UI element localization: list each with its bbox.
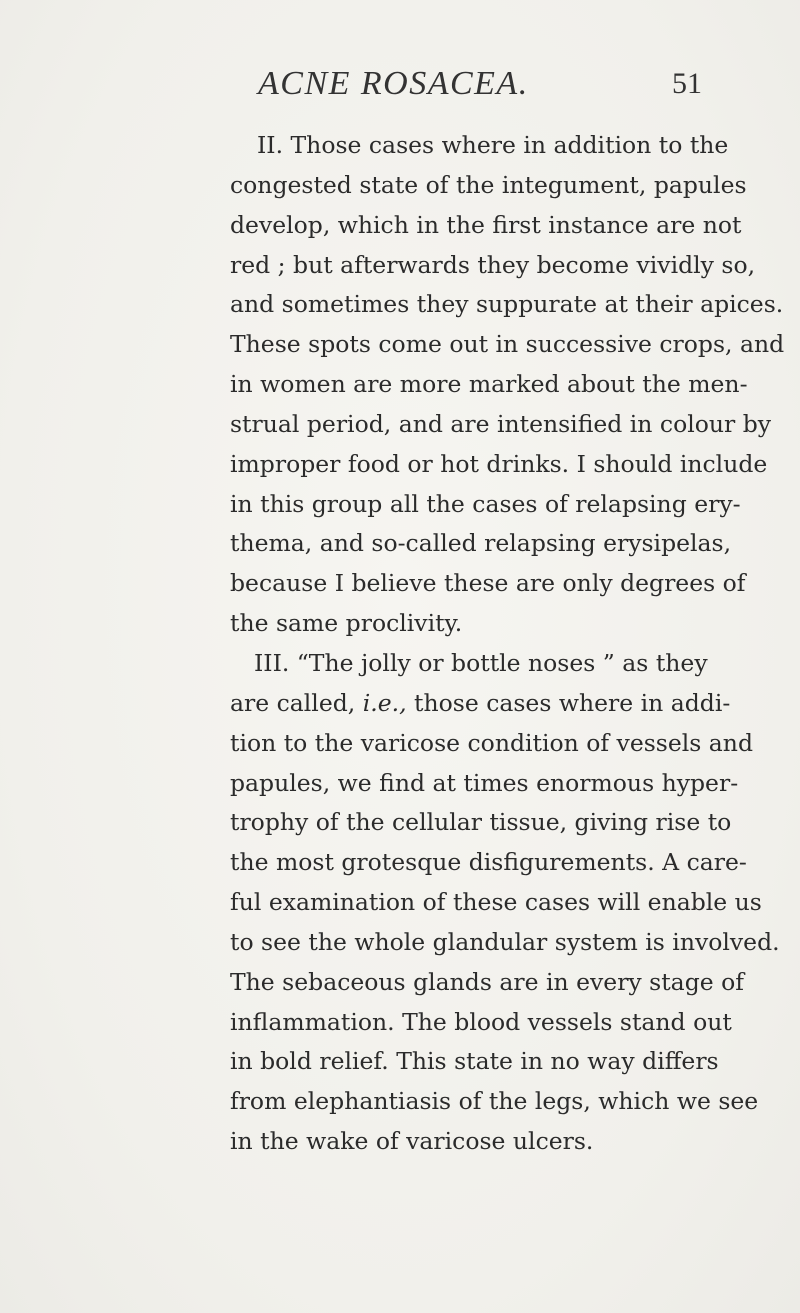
text-line: from elephantiasis of the legs, which we see: [230, 1087, 759, 1116]
text-line: develop, which in the first instance are not: [230, 210, 742, 239]
text-line: II. Those cases where in addition to the: [257, 131, 729, 159]
paragraph-iii: [0, 644, 800, 1162]
text-line: are called, i.e., those cases where in addi-: [230, 688, 731, 717]
text-line: improper food or hot drinks. I should include: [230, 449, 768, 478]
text-line: thema, and so-called relapsing erysipelas,: [230, 529, 732, 558]
text-line: and sometimes they suppurate at their apices.: [230, 290, 784, 319]
text-line: III. “The jolly or bottle noses ” as they: [254, 648, 708, 677]
text-line: These spots come out in successive crops, and: [230, 330, 785, 359]
running-head: [0, 64, 800, 114]
text-line: The sebaceous glands are in every stage of: [230, 967, 744, 996]
italic-abbreviation: i.e.,: [362, 688, 407, 717]
text-line: ful examination of these cases will enable us: [230, 888, 762, 917]
text-line: tion to the varicose condition of vessels and: [230, 728, 753, 757]
paragraph-ii: [0, 126, 800, 644]
body-text: [0, 126, 800, 1162]
text-line: in bold relief. This state in no way differs: [230, 1047, 719, 1076]
text-line: the same proclivity.: [230, 609, 463, 638]
text-line: papules, we find at times enormous hyper-: [230, 768, 739, 797]
text-line: to see the whole glandular system is involved.: [230, 927, 780, 956]
text-line: trophy of the cellular tissue, giving rise to: [230, 808, 732, 837]
text-line: in the wake of varicose ulcers.: [230, 1127, 594, 1156]
text-line: congested state of the integument, papules: [230, 170, 747, 199]
text-line: strual period, and are intensified in colour by: [230, 409, 772, 438]
text-line: in this group all the cases of relapsing ery-: [230, 489, 741, 518]
text-line: inflammation. The blood vessels stand out: [230, 1007, 732, 1036]
text-line: in women are more marked about the men-: [230, 370, 748, 399]
page-number: 51: [672, 67, 702, 100]
text-line: red ; but afterwards they become vividly so,: [230, 250, 756, 279]
running-title: ACNE ROSACEA.: [258, 65, 529, 102]
text-line: because I believe these are only degrees of: [230, 569, 746, 598]
text-line: the most grotesque disfigurements. A care-: [230, 848, 747, 877]
